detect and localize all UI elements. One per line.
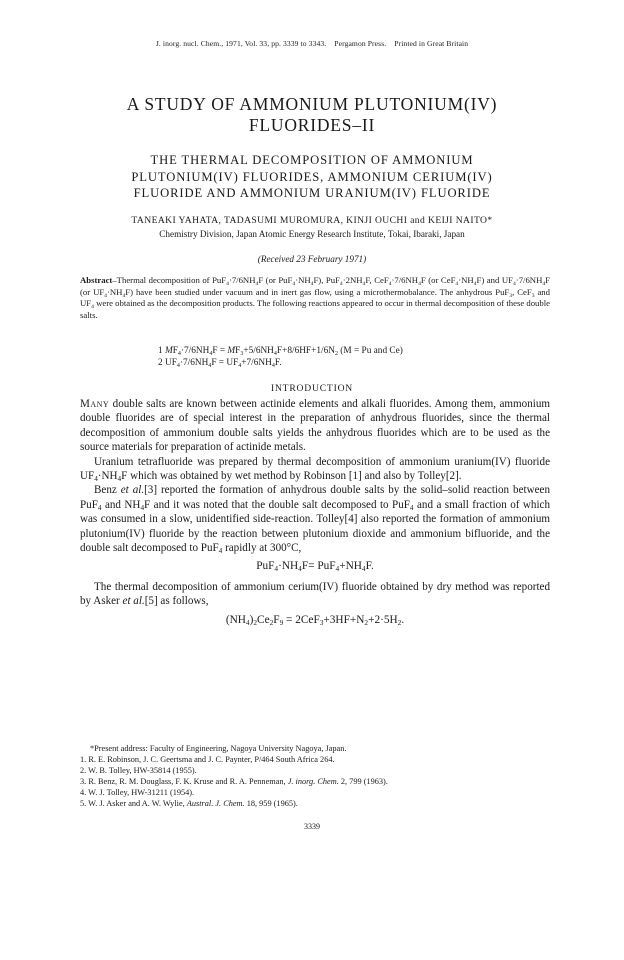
intro-p2-text-b: F which was obtained by wet method by Robinson [1] and also by Tolley[2]. — [121, 470, 462, 483]
intro-p3-benz: Benz — [94, 484, 117, 497]
paper-subtitle — [60, 152, 564, 202]
intro-p4-text-a: The thermal decomposition of ammonium cerium(IV) fluoride obtained by dry method was reported by Asker — [80, 580, 550, 608]
intro-paragraph-2: Uranium tetrafluoride was prepared by thermal decomposition of ammonium uranium(IV) fluoride $UF_4\cdot NH_4F$ which was obtained by wet method by Robinson [1] and also by Tolley[2]. — [80, 455, 550, 484]
equation-2-number: 2 — [158, 357, 163, 368]
intro-p3-etal: et al. — [120, 484, 145, 497]
reference-1: 1. R. E. Robinson, J. C. Geertsma and J. C. Paynter, P/464 South Africa 264. — [80, 755, 335, 764]
reference-4: 4. W. J. Tolley, HW-31211 (1954). — [80, 788, 195, 797]
paper-title — [40, 94, 584, 136]
intro-paragraph-4 — [80, 580, 550, 609]
affiliation: Chemistry Division, Japan Atomic Energy Research Institute, Tokai, Ibaraki, Japan — [159, 229, 465, 239]
abstract-text-3: decomposition products. The following reactions appeared to occur in thermal decomposition of these double salts. — [80, 298, 550, 320]
equation-pu: $PuF_4\cdot NH_4F= PuF_4+NH_4F$. — [256, 560, 374, 574]
printed-note: Printed in Great Britain — [394, 39, 469, 48]
equation-1: 1 $MF_4\cdot 7/6NH_4F = MF_3+5/6NH_4F+8/6HF+1/6N_2$ (M = Pu and Ce) — [158, 346, 403, 357]
intro-p3-text-b: F and it was noted that the double salt decomposed to PuF — [144, 498, 410, 511]
reference-5: 5. W. J. Asker and A. W. Wylie, Austral. J. Chem. 18, 959 (1965). — [80, 799, 298, 808]
footnote-star: *Present address: Faculty of Engineering, Nagoya University Nagoya, Japan. — [90, 744, 347, 753]
intro-p3-text-c: and a small fraction of which was consumed in a slow, unidentified side-reaction. Tolley[4] also reported the formation of ammonium plutonium(IV) fluoride by the reaction between plutonium dioxide and ammonium bifluoride, and the double salt decomposed to PuF — [80, 498, 551, 555]
intro-p4-etal: et al. — [122, 595, 145, 608]
reference-2: 2. W. B. Tolley, HW-35814 (1955). — [80, 766, 197, 775]
intro-p3-text-d: rapidly at 300°C, — [225, 542, 302, 555]
section-heading: INTRODUCTION — [270, 383, 354, 394]
equation-1-note: (M = Pu and Ce) — [340, 346, 403, 356]
reference-3: 3. R. Benz, R. M. Douglass, F. K. Kruse and R. A. Penneman, J. inorg. Chem. 2, 799 (1963). — [80, 777, 388, 786]
intro-p1-text: double salts are known between actinide elements and alkali fluorides. Among them, ammonium double fluorides are of special interest in the preparation of anhydrous fluorides, since the thermal decomposition of ammonium double salts yields the anhydrous fluorides which are to be used as the source materials for preparation of actinide metals. — [80, 398, 550, 454]
title-line-2: FLUORIDES–II — [248, 115, 376, 135]
publisher: Pergamon Press. — [334, 39, 387, 48]
intro-first-word: Many — [80, 398, 110, 410]
intro-paragraph-3: Benz et al.[3] reported the formation of anhydrous double salts by the solid–solid reaction between PuF$_4$ and $NH_4F$ and it was noted that the double salt decomposed to PuF$_4$ and a small fraction of which was consumed in a slow, unidentified side-reaction. Tolley[4] also reported the formation of ammonium plutonium(IV) fluoride by the reaction between plutonium dioxide and ammonium bifluoride, and the double salt decomposed to PuF$_4$ rapidly at 300°C, — [80, 484, 551, 556]
abstract-text-2: flow, using a microthermobalance. The anhydrous PuF — [314, 286, 510, 297]
abstract-text-1: –Thermal decomposition of PuF — [112, 275, 227, 285]
running-header — [0, 39, 624, 48]
intro-p3-text-a: [3] reported the formation of anhydrous double salts by the solid–solid reaction between PuF — [80, 484, 550, 511]
page-number: 3339 — [304, 822, 320, 831]
intro-p2-text-a: Uranium tetrafluoride was prepared by thermal decomposition of ammonium uranium(IV) fluoride UF — [80, 455, 550, 483]
intro-paragraph-1 — [80, 397, 550, 455]
equation-2: 2 $UF_4\cdot 7/6NH_4F = UF_4+7/6NH_4F$. — [158, 357, 282, 369]
subtitle-line-2: PLUTONIUM(IV) FLUORIDES, AMMONIUM CERIUM(IV) — [131, 169, 493, 184]
abstract: Abstract–Thermal decomposition of $PuF_4\cdot 7/6NH_4F$ (or $PuF_4\cdot NH_4F$), $PuF_4\cdot 2NH_4F$, $CeF_4\cdot 7/6NH_4F$ (or $CeF_4\cdot NH_4F$) and $UF_4\cdot 7/6NH_4F$ (or $UF_4\cdot NH_4F$) have been studied under vacuum and in inert gas flow, using a microthermobalance. The anhydrous PuF$_3$, CeF$_3$ and $UF_4$ were obtained as the decomposition products. The following reactions appeared to occur in thermal decomposition of these double salts. — [80, 275, 551, 320]
abstract-equations — [158, 346, 558, 369]
subtitle-line-1: THE THERMAL DECOMPOSITION OF AMMONIUM — [150, 153, 474, 167]
intro-p4-text-b: [5] as follows, — [144, 595, 209, 608]
equation-1-number: 1 — [158, 346, 163, 356]
intro-body — [80, 397, 550, 633]
title-line-1: A STUDY OF AMMONIUM PLUTONIUM(IV) — [126, 94, 498, 114]
equation-ce: $(NH_4)_2Ce_2F_9 = 2CeF_3+3HF+N_2+2\cdot 5H_2$. — [225, 613, 405, 627]
subtitle-line-3: FLUORIDE AND AMMONIUM URANIUM(IV) FLUORIDE — [133, 186, 491, 200]
journal-citation: J. inorg. nucl. Chem., 1971, Vol. 33, pp. 3339 to 3343. — [155, 39, 327, 48]
abstract-label: Abstract — [80, 275, 113, 285]
author-list: TANEAKI YAHATA, TADASUMI MUROMURA, KINJI OUCHI and KEIJI NAITO* — [131, 215, 493, 226]
footnotes — [80, 743, 550, 809]
received-date: (Received 23 February 1971) — [257, 254, 367, 264]
